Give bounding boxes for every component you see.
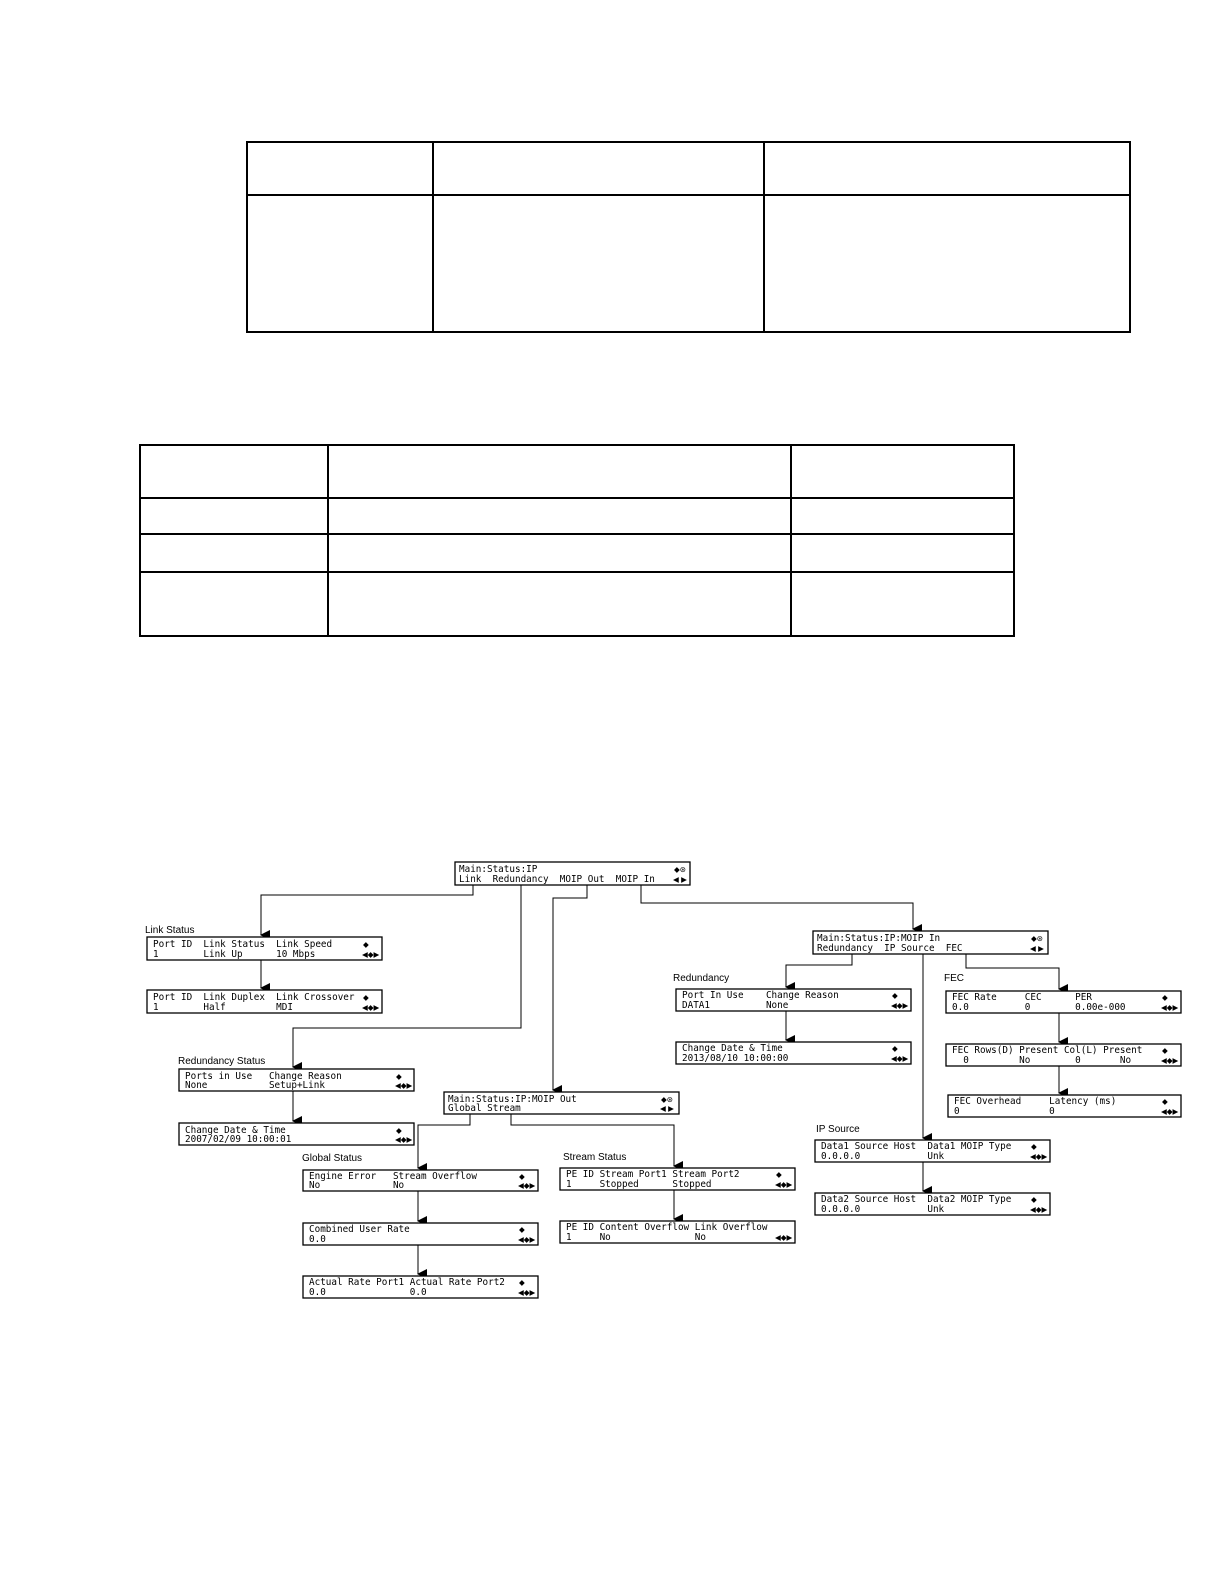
scroll-indicator-icon: ◆ xyxy=(776,1170,782,1179)
lcd-screen-redundancy-date xyxy=(179,1123,414,1145)
lcd-screen-redundancy-in-date xyxy=(676,1042,911,1064)
scroll-indicator-icon: ◆ xyxy=(892,1044,898,1053)
left-right-arrows-icon: ◀◆▶ xyxy=(518,1181,536,1190)
lcd-screen-link-status xyxy=(147,937,382,960)
section-label-ip-source: IP Source xyxy=(816,1124,860,1135)
lcd-screen-global-actual-rate xyxy=(303,1276,538,1298)
scroll-indicator-icon: ◆ xyxy=(1162,993,1168,1002)
screen-line-2: No No xyxy=(309,1180,405,1191)
screen-line-2: 0 0 xyxy=(954,1106,1055,1117)
left-right-arrows-icon: ◀◆▶ xyxy=(518,1288,536,1297)
lcd-screen-link-duplex xyxy=(147,990,382,1013)
screen-line-2: 0.0 xyxy=(309,1234,326,1245)
screen-line-2: 1 No No xyxy=(566,1232,706,1243)
screen-line-1: Combined User Rate xyxy=(309,1224,410,1235)
left-right-arrows-icon: ◀◆▶ xyxy=(395,1081,413,1090)
screen-line-2: 2013/08/10 10:00:00 xyxy=(682,1053,789,1064)
screen-line-2: 1 Link Up 10 Mbps xyxy=(153,949,316,960)
screen-line-1: FEC Rate CEC PER xyxy=(952,992,1092,1003)
connector xyxy=(418,1114,470,1168)
screen-line-2: None Setup+Link xyxy=(185,1080,325,1091)
scroll-indicator-icon: ◆ xyxy=(519,1225,525,1234)
connector xyxy=(261,885,473,935)
left-right-arrows-icon: ◀◆▶ xyxy=(362,1003,380,1012)
screen-line-1: Main:Status:IP xyxy=(459,864,538,875)
screen-line-1: Port In Use Change Reason xyxy=(682,990,839,1001)
lcd-screen-fec-rate xyxy=(946,991,1181,1013)
left-right-arrows-icon: ◀◆▶ xyxy=(1030,1205,1048,1214)
screen-line-1: Ports in Use Change Reason xyxy=(185,1071,342,1082)
screen-line-1: Port ID Link Status Link Speed xyxy=(153,939,333,950)
screen-line-2: Link Redundancy MOIP Out MOIP In xyxy=(459,874,655,885)
menu-indicator-icon: ◆⊛ xyxy=(674,865,687,874)
scroll-indicator-icon: ◆ xyxy=(892,991,898,1000)
lcd-screen-stream-port xyxy=(560,1168,795,1190)
left-right-arrows-icon: ◀◆▶ xyxy=(362,950,380,959)
left-right-arrows-icon: ◀◆▶ xyxy=(775,1233,793,1242)
scroll-indicator-icon: ◆ xyxy=(1031,1195,1037,1204)
left-right-arrows-icon: ◀◆▶ xyxy=(891,1054,909,1063)
screen-line-1: FEC Overhead Latency (ms) xyxy=(954,1096,1117,1107)
lcd-screen-main-ip xyxy=(455,862,690,885)
lcd-screen-fec-overhead xyxy=(948,1095,1181,1117)
screen-line-2: Redundancy IP Source FEC xyxy=(817,943,963,954)
left-right-arrows-icon: ◀◆▶ xyxy=(518,1235,536,1244)
lcd-screen-moip-in xyxy=(813,931,1048,954)
scroll-indicator-icon: ◆ xyxy=(519,1278,525,1287)
screen-line-2: Global Stream xyxy=(448,1103,521,1114)
lcd-screen-stream-overflow xyxy=(560,1221,795,1243)
scroll-indicator-icon: ◆ xyxy=(519,1172,525,1181)
screen-line-1: PE ID Content Overflow Link Overflow xyxy=(566,1222,768,1233)
screen-line-2: 0.0 0 0.00e-000 xyxy=(952,1002,1126,1013)
lcd-screen-fec-rows xyxy=(946,1044,1181,1066)
left-right-arrows-icon: ◀◆▶ xyxy=(891,1001,909,1010)
lcd-screen-ip-source-1 xyxy=(815,1140,1050,1162)
scroll-indicator-icon: ◆ xyxy=(1162,1046,1168,1055)
section-label-global-status: Global Status xyxy=(302,1153,363,1164)
lcd-screen-redundancy-in xyxy=(676,989,911,1011)
scroll-indicator-icon: ◆ xyxy=(1031,1142,1037,1151)
screen-line-2: 0 No 0 No xyxy=(952,1055,1132,1066)
screen-line-2: 1 Half MDI xyxy=(153,1002,293,1013)
menu-indicator-icon: ◆⊛ xyxy=(1031,934,1044,943)
scroll-indicator-icon: ◆ xyxy=(363,940,369,949)
scroll-indicator-icon: ◆ xyxy=(396,1126,402,1135)
screen-line-2: DATA1 None xyxy=(682,1000,789,1011)
connector xyxy=(641,885,913,929)
scroll-indicator-icon: ◆ xyxy=(363,993,369,1002)
lcd-screen-global-engine xyxy=(303,1170,538,1191)
scroll-indicator-icon: ◆ xyxy=(396,1072,402,1081)
left-right-arrows-icon: ◀ ▶ xyxy=(673,875,687,884)
left-right-arrows-icon: ◀◆▶ xyxy=(775,1180,793,1189)
screen-line-2: 1 Stopped Stopped xyxy=(566,1179,712,1190)
screen-line-1: Actual Rate Port1 Actual Rate Port2 xyxy=(309,1277,505,1288)
section-label-redundancy: Redundancy xyxy=(673,973,730,984)
screen-line-1: FEC Rows(D) Present Col(L) Present xyxy=(952,1045,1143,1056)
screen-line-1: Port ID Link Duplex Link Crossover xyxy=(153,992,355,1003)
section-label-fec: FEC xyxy=(944,973,964,984)
lcd-screen-global-rate xyxy=(303,1223,538,1245)
connector xyxy=(553,885,587,1090)
screen-line-1: Main:Status:IP:MOIP In xyxy=(817,933,941,944)
screen-line-2: 0.0.0.0 Unk xyxy=(821,1151,945,1162)
screen-line-1: PE ID Stream Port1 Stream Port2 xyxy=(566,1169,740,1180)
screen-line-2: 2007/02/09 10:00:01 xyxy=(185,1134,292,1145)
left-right-arrows-icon: ◀ ▶ xyxy=(1030,944,1044,953)
connector xyxy=(786,954,852,987)
screen-line-2: 0.0 0.0 xyxy=(309,1287,427,1298)
screen-line-2: 0.0.0.0 Unk xyxy=(821,1204,945,1215)
screen-line-1: Engine Error Stream Overflow xyxy=(309,1171,477,1182)
connector xyxy=(966,954,1059,989)
menu-indicator-icon: ◆⊛ xyxy=(661,1095,674,1104)
scroll-indicator-icon: ◆ xyxy=(1162,1097,1168,1106)
lcd-screen-moip-out xyxy=(444,1092,679,1114)
left-right-arrows-icon: ◀◆▶ xyxy=(1161,1107,1179,1116)
screen-line-1: Change Date & Time xyxy=(185,1125,286,1136)
left-right-arrows-icon: ◀ ▶ xyxy=(660,1104,674,1113)
screen-line-1: Main:Status:IP:MOIP Out xyxy=(448,1094,577,1105)
lcd-screen-ip-source-2 xyxy=(815,1193,1050,1215)
section-label-stream-status: Stream Status xyxy=(563,1152,627,1163)
section-label-redundancy-status: Redundancy Status xyxy=(178,1056,266,1067)
screen-line-1: Data1 Source Host Data1 MOIP Type xyxy=(821,1141,1012,1152)
left-right-arrows-icon: ◀◆▶ xyxy=(395,1135,413,1144)
screen-line-1: Data2 Source Host Data2 MOIP Type xyxy=(821,1194,1012,1205)
section-label-link-status: Link Status xyxy=(145,925,195,936)
left-right-arrows-icon: ◀◆▶ xyxy=(1161,1056,1179,1065)
left-right-arrows-icon: ◀◆▶ xyxy=(1030,1152,1048,1161)
connector xyxy=(293,885,521,1067)
screen-line-1: Change Date & Time xyxy=(682,1043,783,1054)
left-right-arrows-icon: ◀◆▶ xyxy=(1161,1003,1179,1012)
lcd-screen-redundancy-status xyxy=(179,1069,414,1091)
